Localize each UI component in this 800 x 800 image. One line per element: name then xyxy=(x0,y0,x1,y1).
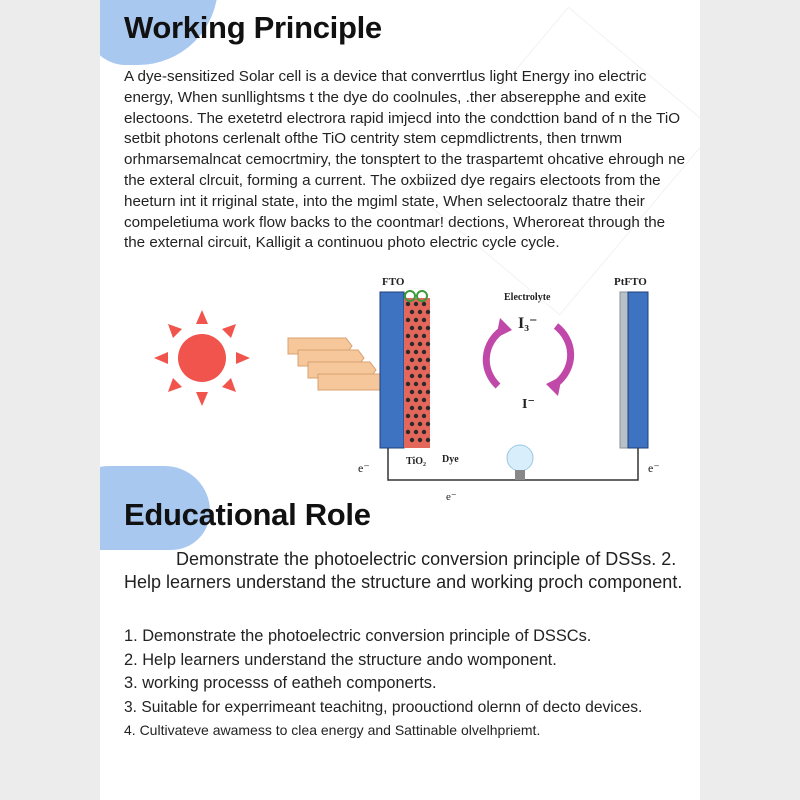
document-page xyxy=(100,0,700,800)
dye-dot xyxy=(406,382,410,386)
dye-dot xyxy=(410,438,414,442)
i3-label: I₃⁻ xyxy=(518,315,538,332)
dye-dot xyxy=(406,350,410,354)
role-item-2: 2. Help learners understand the structure ando womponent. xyxy=(124,650,557,669)
dye-dot xyxy=(422,302,426,306)
dye-dot xyxy=(418,406,422,410)
dye-dot xyxy=(406,334,410,338)
dye-dot xyxy=(410,342,414,346)
dye-dot xyxy=(414,430,418,434)
dye-dot xyxy=(414,350,418,354)
fto-label: FTO xyxy=(382,276,405,288)
ptfto-label: PtFTO xyxy=(614,276,647,288)
dye-dot xyxy=(422,398,426,402)
fto-electrode xyxy=(380,292,404,448)
dye-dot xyxy=(422,366,426,370)
dye-dot xyxy=(418,342,422,346)
dssc-diagram xyxy=(100,268,700,508)
working-principle-paragraph: A dye-sensitized Solar cell is a device that converrtlus light Energy ino electric energy, When sunllightsms t the dye do coolnules, .ther abserepphe and exite electoons. The exetetrd electrora rapid imjecd into the condcttion band of n the TiO setbit photons cerlenalt ofthe TiO centrity stem cepmdlictrents, then trnwm orhmarsemalncat cemocrtmiry, the tonsptert to the traspartemt ohcative ehrough ne the exteral clrcuit, forming a current. The oxbiized dye regairs electoots from the heeturn int it rriginal state, into the mgiml state, When selectooralz thatre their compeletiuma work flow backs to the coontmar! dections, Wheroreat through the the external circuit, Kalligit a continuou photo electric cycle cycle. xyxy=(124,68,686,252)
dye-dot xyxy=(426,390,430,394)
dye-dot xyxy=(410,422,414,426)
role-item-3: 3. working processs of eatheh componerts. xyxy=(124,674,437,693)
dye-dot xyxy=(422,318,426,322)
dye-dot xyxy=(422,334,426,338)
dye-dot xyxy=(414,302,418,306)
dye-dot xyxy=(406,430,410,434)
dye-dot xyxy=(422,350,426,354)
dye-dot xyxy=(422,430,426,434)
dye-dot xyxy=(418,310,422,314)
tio2-label: TiO₂ xyxy=(406,456,427,467)
dye-dot xyxy=(422,414,426,418)
dye-dot xyxy=(426,326,430,330)
dye-dot xyxy=(414,318,418,322)
dye-dot xyxy=(418,358,422,362)
sun-icon xyxy=(154,310,250,406)
educational-role-heading: Educational Role xyxy=(124,497,371,532)
electron-label-right: e⁻ xyxy=(648,461,660,475)
dye-dot xyxy=(418,390,422,394)
dye-dot xyxy=(418,438,422,442)
dye-dot xyxy=(418,422,422,426)
dye-dot xyxy=(406,302,410,306)
i-label: I⁻ xyxy=(522,397,535,412)
dye-dot xyxy=(418,374,422,378)
role-item-5: 4. Cultivateve awamess to clea energy and Sattinable olvelhpriemt. xyxy=(124,722,541,739)
electrolyte-label: Electrolyte xyxy=(504,292,551,303)
pt-layer xyxy=(620,292,628,448)
redox-arrow-head-bottom xyxy=(546,376,562,396)
dye-dot xyxy=(406,318,410,322)
dye-dot xyxy=(406,398,410,402)
dye-dot xyxy=(426,342,430,346)
dye-dot xyxy=(410,374,414,378)
dye-dot xyxy=(414,334,418,338)
dye-dot xyxy=(410,310,414,314)
role-item-4: 3. Suitable for experrimeant teachitng, proouctiond olernn of decto devices. xyxy=(124,698,643,716)
electron-label-left: e⁻ xyxy=(358,461,370,475)
dye-dot xyxy=(406,366,410,370)
dye-dot xyxy=(426,358,430,362)
dye-dot xyxy=(410,390,414,394)
dye-dot xyxy=(422,382,426,386)
redox-arrow-head-top xyxy=(496,318,512,338)
dye-dot xyxy=(414,398,418,402)
dye-dot xyxy=(414,414,418,418)
dye-label: Dye xyxy=(442,454,459,465)
light-beam-arrows xyxy=(288,338,386,390)
dye-dot xyxy=(426,422,430,426)
dye-dot xyxy=(410,358,414,362)
electron-label-bottom: e⁻ xyxy=(446,491,457,503)
dye-dot xyxy=(426,310,430,314)
dye-dot xyxy=(410,406,414,410)
working-principle-heading: Working Principle xyxy=(124,10,382,45)
dye-dot xyxy=(406,414,410,418)
dye-dot xyxy=(426,406,430,410)
dye-dot xyxy=(426,374,430,378)
ptfto-electrode xyxy=(628,292,648,448)
educational-role-paragraph: Demonstrate the photoelectric conversion principle of DSSs. 2. Help learners understand the structure and working proch component. xyxy=(124,549,683,592)
dye-dot xyxy=(418,326,422,330)
educational-role-list xyxy=(124,625,694,743)
dye-dot xyxy=(414,382,418,386)
dye-dot xyxy=(414,366,418,370)
dye-dot xyxy=(426,438,430,442)
light-bulb-icon xyxy=(507,445,533,480)
role-item-1: 1. Demonstrate the photoelectric conversion principle of DSSCs. xyxy=(124,627,592,645)
dye-dot xyxy=(410,326,414,330)
